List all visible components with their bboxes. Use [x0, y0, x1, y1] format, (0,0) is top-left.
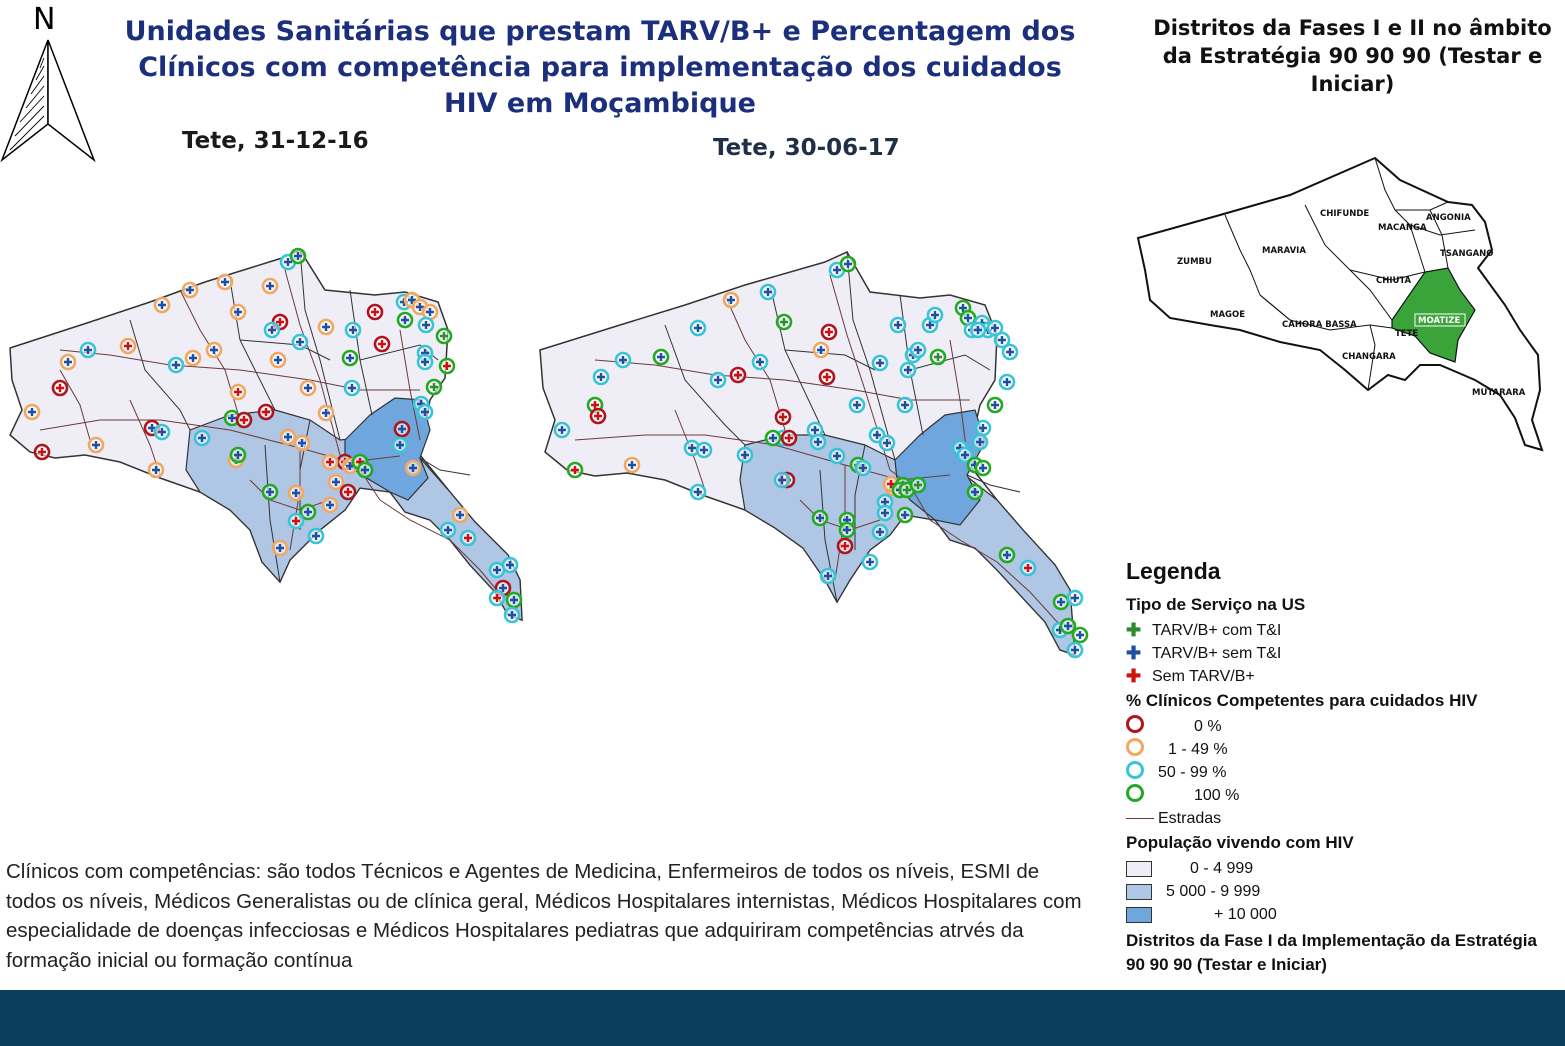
health-unit-marker	[329, 475, 343, 489]
green-circle-icon	[1126, 784, 1144, 802]
health-unit-marker	[814, 343, 828, 357]
health-unit-marker	[418, 355, 432, 369]
health-unit-marker	[775, 473, 789, 487]
health-unit-marker	[880, 436, 894, 450]
health-unit-marker	[263, 279, 277, 293]
health-unit-marker	[346, 323, 360, 337]
health-unit-marker	[891, 318, 905, 332]
health-unit-marker	[782, 431, 796, 445]
inset-district-label: CHIUTA	[1376, 276, 1412, 286]
health-unit-marker	[265, 323, 279, 337]
health-unit-marker	[505, 608, 519, 622]
blue-plus-icon: ✚	[1126, 643, 1142, 663]
health-unit-marker	[711, 373, 725, 387]
health-unit-marker	[231, 385, 245, 399]
health-unit-marker	[231, 448, 245, 462]
legend-heading: Legenda	[1126, 558, 1221, 584]
health-unit-marker	[766, 431, 780, 445]
legend-item-50-99-percent: 50 - 99 %	[1126, 761, 1556, 784]
health-unit-marker	[971, 323, 985, 337]
health-unit-marker	[856, 461, 870, 475]
health-unit-marker	[973, 435, 987, 449]
health-unit-marker	[271, 353, 285, 367]
health-unit-marker	[911, 343, 925, 357]
health-unit-marker	[418, 405, 432, 419]
health-unit-marker	[697, 443, 711, 457]
health-unit-marker	[928, 308, 942, 322]
inset-district-label: MOATIZE	[1418, 316, 1461, 326]
population-high-swatch	[1126, 907, 1152, 923]
health-unit-marker	[281, 430, 295, 444]
inset-district-label: MAGOE	[1210, 310, 1246, 320]
health-unit-marker	[393, 438, 407, 452]
map-title: Unidades Sanitárias que prestam TARV/B+ e Percentagem dos Clínicos com competência para implementação dos cuidados HIV em Moçambique	[124, 16, 1076, 119]
legend-item-sem-tarv: ✚ Sem TARV/B+	[1126, 666, 1255, 686]
health-unit-marker	[263, 485, 277, 499]
legend-item-pop-high: + 10 000	[1126, 903, 1556, 926]
competence-note: Clínicos com competências: são todos Técnicos e Agentes de Medicina, Enfermeiros de todos os níveis, ESMI de todos os níveis, Médicos Generalistas ou de clínica geral, Médicos Hospitalares internistas, Médicos Hospitalares com especialidade de doenças infecciosas e Médicos Hospitalares pediatras que adquiriram competências atrvés da formação inicial ou formação contínua	[6, 860, 1082, 972]
health-unit-marker	[395, 422, 409, 436]
health-unit-marker	[293, 335, 307, 349]
health-unit-marker	[155, 425, 169, 439]
legend	[1126, 558, 1556, 981]
health-unit-marker	[873, 356, 887, 370]
health-unit-marker	[289, 514, 303, 528]
inset-province-outline	[1138, 158, 1542, 450]
legend-population-heading: População vivendo com HIV	[1126, 833, 1354, 852]
inset-district-label: MACANGA	[1378, 223, 1427, 233]
health-unit-marker	[398, 313, 412, 327]
health-unit-marker	[976, 421, 990, 435]
health-unit-marker	[898, 508, 912, 522]
health-unit-marker	[218, 275, 232, 289]
health-unit-marker	[568, 463, 582, 477]
legend-item-1-49-percent: 1 - 49 %	[1126, 738, 1556, 761]
health-unit-marker	[1000, 548, 1014, 562]
health-unit-marker	[873, 525, 887, 539]
legend-item-tarv-sem-ti: ✚ TARV/B+ sem T&I	[1126, 643, 1282, 663]
health-unit-marker	[169, 358, 183, 372]
health-unit-marker	[437, 329, 451, 343]
health-unit-marker	[616, 353, 630, 367]
health-unit-marker	[319, 406, 333, 420]
health-unit-marker	[625, 458, 639, 472]
health-unit-marker	[273, 541, 287, 555]
inset-title: Distritos da Fases I e II no âmbito da Estratégia 90 90 90 (Testar e Iniciar)	[1153, 16, 1552, 96]
tete-map-2016	[0, 230, 540, 630]
health-unit-marker	[724, 293, 738, 307]
health-unit-marker	[1073, 628, 1087, 642]
inset-districts-map	[1130, 150, 1550, 460]
population-low-swatch	[1126, 861, 1152, 877]
health-unit-marker	[591, 409, 605, 423]
health-unit-marker	[490, 591, 504, 605]
orange-circle-icon	[1126, 738, 1144, 756]
health-unit-marker	[761, 285, 775, 299]
health-unit-marker	[863, 555, 877, 569]
footer-bar	[0, 990, 1565, 1046]
legend-item-100-percent: 100 %	[1126, 784, 1556, 807]
health-unit-marker	[358, 463, 372, 477]
health-unit-marker	[343, 351, 357, 365]
inset-district-label: CHANGARA	[1342, 352, 1396, 362]
inset-district-label: TETE	[1395, 329, 1419, 339]
health-unit-marker	[207, 343, 221, 357]
health-unit-marker	[237, 413, 251, 427]
health-unit-marker	[81, 343, 95, 357]
health-unit-marker	[555, 423, 569, 437]
inset-district-label: ANGONIA	[1426, 213, 1471, 223]
health-unit-marker	[231, 305, 245, 319]
health-unit-marker	[323, 498, 337, 512]
health-unit-marker	[503, 558, 517, 572]
health-unit-marker	[35, 445, 49, 459]
legend-item-roads: Estradas	[1126, 807, 1556, 830]
health-unit-marker	[461, 531, 475, 545]
health-unit-marker	[901, 363, 915, 377]
health-unit-marker	[911, 478, 925, 492]
health-unit-marker	[323, 455, 337, 469]
health-unit-marker	[777, 315, 791, 329]
health-unit-marker	[453, 508, 467, 522]
road-line-icon	[1126, 818, 1154, 819]
health-unit-marker	[821, 569, 835, 583]
health-unit-marker	[441, 523, 455, 537]
legend-competence-heading: % Clínicos Competentes para cuidados HIV	[1126, 691, 1478, 710]
health-unit-marker	[121, 339, 135, 353]
health-unit-marker	[820, 370, 834, 384]
health-unit-marker	[731, 368, 745, 382]
health-unit-marker	[776, 410, 790, 424]
health-unit-marker	[1003, 345, 1017, 359]
map-date-label-2: Tete, 30-06-17	[713, 135, 900, 161]
red-plus-icon: ✚	[1126, 666, 1142, 686]
health-unit-marker	[195, 431, 209, 445]
health-unit-marker	[375, 337, 389, 351]
health-unit-marker	[309, 529, 323, 543]
cyan-circle-icon	[1126, 761, 1144, 779]
health-unit-marker	[813, 511, 827, 525]
health-unit-marker	[289, 486, 303, 500]
health-unit-marker	[155, 298, 169, 312]
health-unit-marker	[1068, 643, 1082, 657]
north-label: N	[33, 2, 56, 37]
inset-district-label: MUTARARA	[1472, 388, 1526, 398]
health-unit-marker	[1068, 591, 1082, 605]
health-unit-marker	[25, 405, 39, 419]
health-unit-marker	[89, 438, 103, 452]
tete-map-2017	[535, 230, 1095, 670]
health-unit-marker	[419, 318, 433, 332]
inset-district-label: MARAVIA	[1262, 246, 1306, 256]
health-unit-marker	[830, 449, 844, 463]
inset-district-label: TSANGANO	[1440, 249, 1494, 259]
health-unit-marker	[301, 381, 315, 395]
health-unit-marker	[341, 485, 355, 499]
health-unit-marker	[291, 249, 305, 263]
health-unit-marker	[406, 461, 420, 475]
health-unit-marker	[840, 523, 854, 537]
inset-district-label: ZUMBU	[1177, 257, 1212, 267]
health-unit-marker	[841, 257, 855, 271]
red-circle-icon	[1126, 715, 1144, 733]
legend-phase-heading: Distritos da Fase I da Implementação da Estratégia 90 90 90 (Testar e Iniciar)	[1126, 931, 1537, 974]
health-unit-marker	[1021, 561, 1035, 575]
legend-service-heading: Tipo de Serviço na US	[1126, 595, 1306, 614]
health-unit-marker	[345, 381, 359, 395]
health-unit-marker	[838, 539, 852, 553]
health-unit-marker	[811, 435, 825, 449]
health-unit-marker	[53, 381, 67, 395]
health-unit-marker	[822, 325, 836, 339]
legend-item-pop-low: 0 - 4 999	[1126, 857, 1556, 880]
map-date-label-1: Tete, 31-12-16	[182, 128, 369, 154]
health-unit-marker	[427, 380, 441, 394]
health-unit-marker	[931, 350, 945, 364]
population-mid-swatch	[1126, 884, 1152, 900]
health-unit-marker	[149, 463, 163, 477]
health-unit-marker	[753, 355, 767, 369]
legend-item-pop-mid: 5 000 - 9 999	[1126, 880, 1556, 903]
health-unit-marker	[1054, 595, 1068, 609]
green-plus-icon: ✚	[1126, 620, 1142, 640]
health-unit-marker	[968, 485, 982, 499]
health-unit-marker	[186, 351, 200, 365]
health-unit-marker	[976, 461, 990, 475]
health-unit-marker	[295, 436, 309, 450]
health-unit-marker	[1000, 375, 1014, 389]
health-unit-marker	[691, 485, 705, 499]
health-unit-marker	[61, 355, 75, 369]
north-arrow-icon	[0, 38, 100, 164]
health-unit-marker	[691, 321, 705, 335]
inset-district-label: CHIFUNDE	[1320, 209, 1370, 219]
health-unit-marker	[850, 398, 864, 412]
health-unit-marker	[988, 398, 1002, 412]
health-unit-marker	[594, 370, 608, 384]
health-unit-marker	[259, 405, 273, 419]
health-unit-marker	[440, 359, 454, 373]
health-unit-marker	[654, 350, 668, 364]
health-unit-marker	[898, 398, 912, 412]
health-unit-marker	[738, 448, 752, 462]
health-unit-marker	[878, 506, 892, 520]
legend-item-0-percent: 0 %	[1126, 715, 1556, 738]
health-unit-marker	[507, 593, 521, 607]
health-unit-marker	[183, 283, 197, 297]
inset-district-label: CAHORA BASSA	[1282, 320, 1357, 330]
health-unit-marker	[368, 305, 382, 319]
legend-item-tarv-com-ti: ✚ TARV/B+ com T&I	[1126, 620, 1282, 640]
health-unit-marker	[319, 320, 333, 334]
